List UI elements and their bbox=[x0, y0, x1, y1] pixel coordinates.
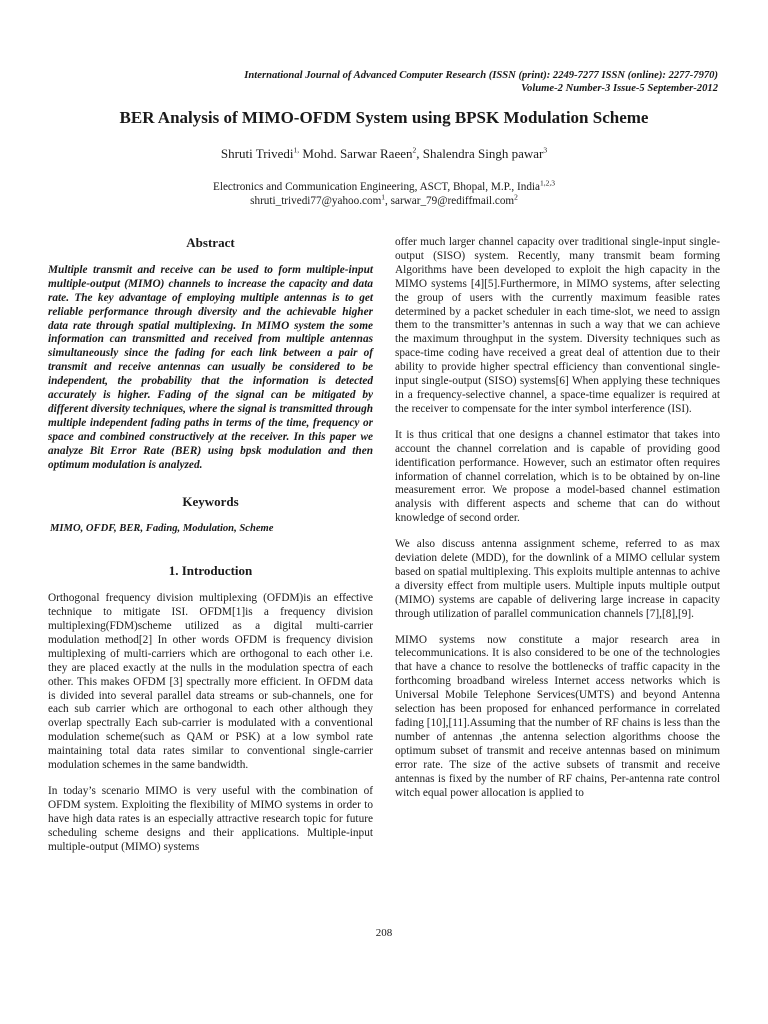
author-list: Shruti Trivedi$^{1,}$ Mohd. Sarwar Raeen$^2$, Shalendra Singh pawar$^3$ bbox=[220, 145, 548, 161]
body-paragraph: offer much larger channel capacity over traditional single-input single-output (SISO) system. Recently, many transmit beam forming Algorithms have been developed to exploit the high capacity in the MIMO systems [4][5].Furthermore, in MIMO systems, after selecting the group of users with the currently maximum feasible rates determined by a packet scheduler in each time-slot, we need to assign them to the transmitter’s antennas in such a way that we can achieve the maximum throughput in the system. Diversity techniques such as space-time coding have received a great deal of attention due to their ability to provide higher spectral efficiency than conventional single-input single-output (SISO) systems[6] When applying these techniques in a frequency-selective channel, a space-time equalizer is required at the receiver to compensate for the inter symbol interference (ISI). bbox=[395, 236, 720, 415]
body-paragraph: It is thus critical that one designs a channel estimator that takes into account the channel correlation and is capable of providing good identification performance. However, such an estimator often requires information of channel correlation, which is to be obtained by on-line measurement error. We propose a model-based channel estimation analysis with different aspects and scheme that can do without knowledge of second order. bbox=[395, 428, 720, 525]
journal-header bbox=[244, 69, 718, 95]
right-column bbox=[395, 236, 720, 812]
author-superscript: 1, bbox=[293, 145, 300, 155]
introduction-heading: 1. Introduction bbox=[168, 563, 253, 579]
email-superscript: 1 bbox=[381, 192, 386, 202]
author-superscript: 2 bbox=[412, 145, 417, 155]
author-name: Mohd. Sarwar Raeen bbox=[302, 146, 413, 161]
abstract-heading: Abstract bbox=[186, 235, 235, 250]
journal-volume: Volume-2 Number-3 Issue-5 September-2012 bbox=[521, 83, 718, 94]
affiliation-block bbox=[0, 180, 768, 208]
left-column bbox=[48, 236, 373, 867]
author-superscript: 3 bbox=[543, 145, 548, 155]
introduction-paragraph: In today’s scenario MIMO is very useful with the combination of OFDM system. Exploiting the flexibility of MIMO systems in order to have high data rates is an especially attractive research topic for future scheduling scheme designs and their applications. Multiple-input multiple-output (MIMO) systems bbox=[48, 785, 373, 853]
abstract-section bbox=[48, 264, 373, 473]
author-email[interactable]: sarwar_79@rediffmail.com bbox=[390, 195, 515, 207]
email-superscript: 2 bbox=[514, 192, 518, 202]
affiliation-text: Electronics and Communication Engineering, ASCT, Bhopal, M.P., India bbox=[213, 181, 540, 193]
author-name: Shruti Trivedi bbox=[220, 146, 294, 161]
author-name: Shalendra Singh pawar bbox=[422, 146, 544, 161]
paper-title: BER Analysis of MIMO-OFDM System using BPSK Modulation Scheme bbox=[119, 108, 649, 127]
affiliation-superscript: 1,2,3 bbox=[539, 178, 555, 188]
body-paragraph: We also discuss antenna assignment scheme, referred to as max deviation delete (MDD), for the downlink of a MIMO cellular system based on spatial multiplexing. This exploits multiple antennas to achive a diversity effect from multiple users. Multiple inputs multiple output (MIMO) systems are capable of delivering large increase in capacity through utilization of parallel communication channels [7],[8],[9]. bbox=[395, 538, 720, 620]
journal-name: International Journal of Advanced Computer Research (ISSN (print): 2249-7277 ISSN (online): 2277-7970) bbox=[244, 70, 718, 81]
introduction-paragraph: Orthogonal frequency division multiplexing (OFDM)is an effective technique to mitigate ISI. OFDM[1]is a frequency division multiplexing(FDM)scheme utilized as a digital multi-carrier modulation method[2] In other words OFDM is frequency division multiplexing of multi-carriers which are orthogonal to each other i.e. they are placed exactly at the nulls in the modulation spectra of each other. This makes OFDM [3] spectrally more efficient. In OFDM data is divided into several parallel data streams or sub-channels, one for each sub carrier which are orthogonal to each other although they overlap spectrally Each sub-carrier is modulated with a conventional modulation scheme(such as QAM or PSK) at a low symbol rate maintaining total data rates similar to conventional single-carrier modulation schemes in the same bandwidth. bbox=[48, 592, 373, 772]
page-number: 208 bbox=[375, 927, 393, 939]
keywords-heading: Keywords bbox=[182, 493, 239, 509]
abstract-text: Multiple transmit and receive can be used to form multiple-input multiple-output (MIMO) channels to increase the capacity and data rate. The key advantage of employing multiple antennas is to get reliable performance through diversity and the achievable higher data rate through spatial multiplexing. In MIMO system the some information can transmitted and received from multiple antennas simultaneously since the fading for each link between a pair of transmit and receive antennas can usually be considered to be independent, the probability that the information is detected accurately is higher. Fading of the signal can be mitigated by different diversity techniques, where the signal is transmitted through multiple independent fading paths in terms of the time, frequency or space and combined constructively at the receiver. In this paper we analyze Bit Error Rate (BER) using bpsk modulation and then optimum modulation is analyzed. bbox=[48, 263, 373, 471]
body-paragraph: MIMO systems now constitute a major research area in telecommunications. It is also considered to be one of the technologies that have a chance to resolve the bottlenecks of traffic capacity in the forthcoming broadband wireless Internet access networks which is Universal Mobile Telephone Services(UMTS) and beyond Antenna selection has been proposed for enhanced performance in correlated fading [10],[11].Assuming that the number of RF chains is less than the number of antennas ,the antenna selection algorithms choose the optimum subset of transmit and receive antennas based on minimum error rate. The size of the active subsets of transmit and receive antennas is fixed by the number of RF chains, Per-antenna rate control witch equal power allocation is applied to bbox=[395, 633, 720, 799]
keywords-text: MIMO, OFDF, BER, Fading, Modulation, Scheme bbox=[50, 523, 274, 535]
author-email[interactable]: shruti_trivedi77@yahoo.com bbox=[250, 195, 382, 207]
email-list: shruti_trivedi77@yahoo.com$^1$, sarwar_79@rediffmail.com$^2$ bbox=[250, 192, 518, 207]
